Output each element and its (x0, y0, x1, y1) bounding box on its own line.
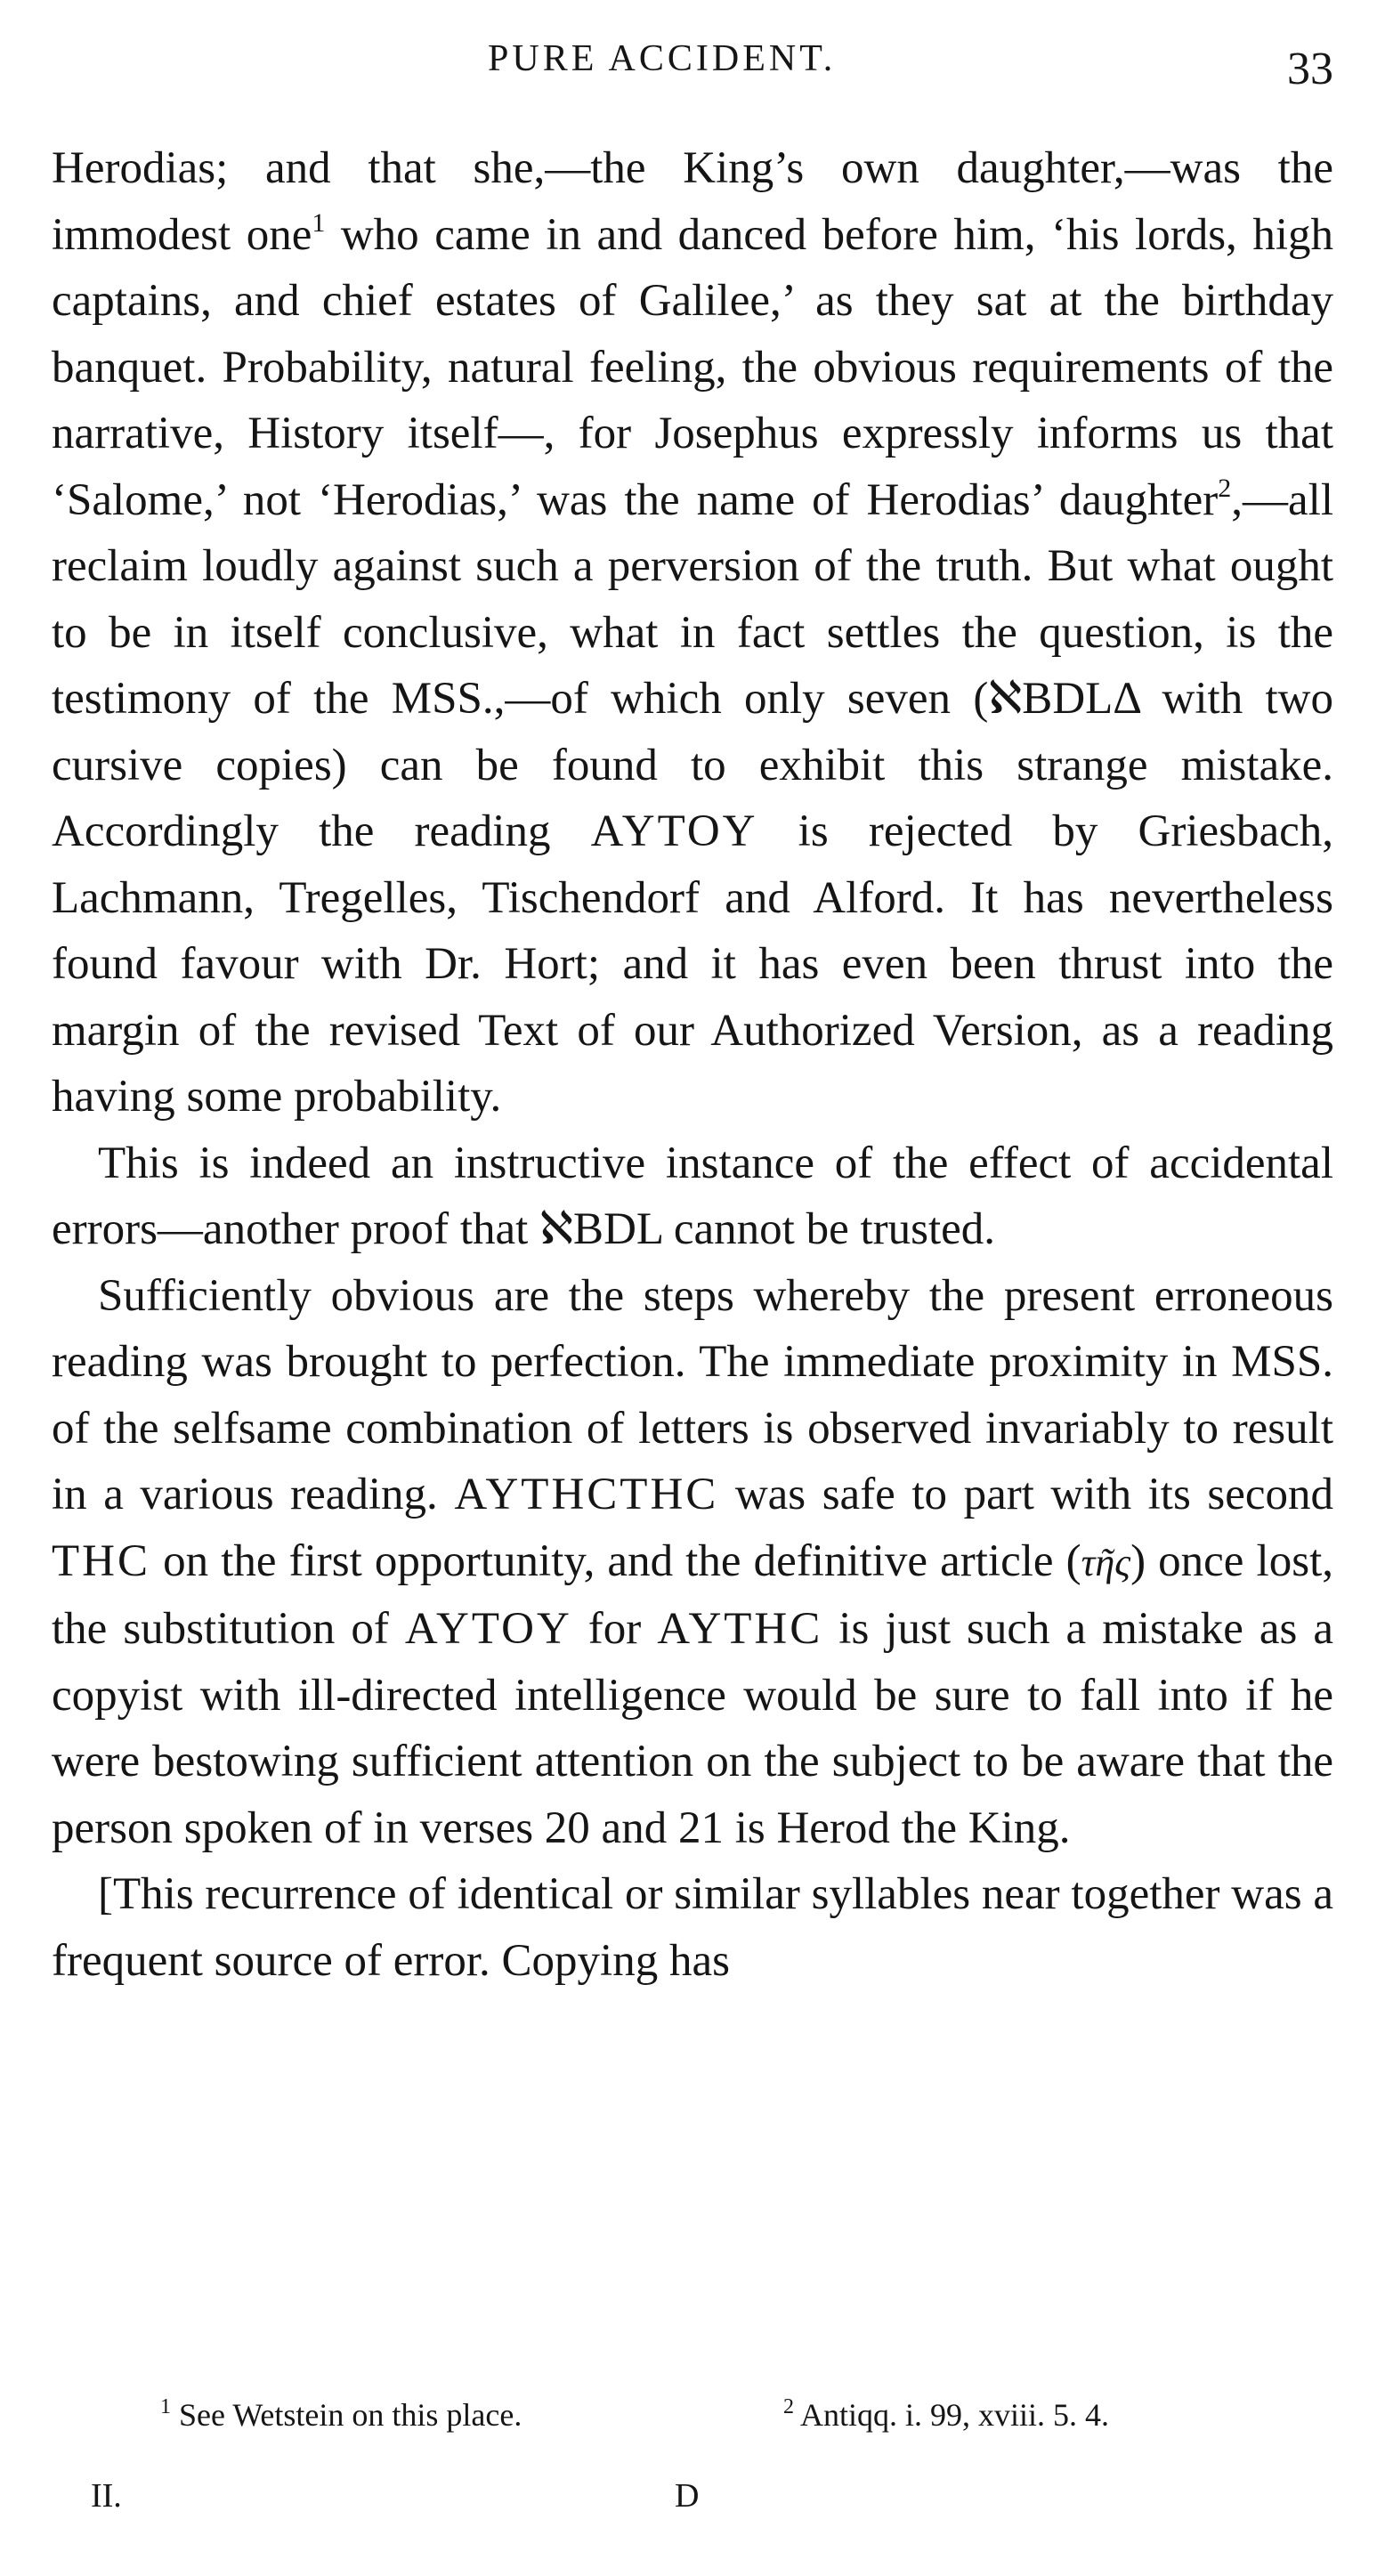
signature-letter: D (675, 2477, 700, 2515)
running-head (0, 37, 1385, 109)
footnote-1-mark: 1 (160, 2395, 171, 2418)
body-text (52, 135, 1333, 1994)
greek-article: τῆς (1081, 1540, 1131, 1584)
footnote-ref-1: 1 (312, 207, 326, 238)
footnote-2-text: Antiqq. i. 99, xviii. 5. 4. (794, 2397, 1110, 2433)
footnote-1-text: See Wetstein on this place. (171, 2397, 522, 2433)
signature-line (0, 2476, 1385, 2530)
p1-text-a: Herodias; and that she,—the King’s own daughter,—was the immodest one (52, 143, 1333, 260)
p3-text-f: is just such a mistake as a copyist with ill-directed intelligence would be sure to fall into if he were bestowing sufficient attention on the subject to be aware that the person spoken of in verses 20 and 21 is Herod the King. (52, 1604, 1333, 1853)
p3-text-a: Sufficiently obvious are the steps whereby the present erroneous reading was brought to perfection. The immediate proximity in MSS. of the selfsame combination of letters is observed invariably to result in a various reading. (52, 1270, 1333, 1519)
greek-uncial-autes: AYTHC (657, 1604, 823, 1654)
p1-text-c: ,—all reclaim loudly against such a perversion of the truth. But what ought to be in itself conclusive, what in fact settles the question, is the testimony of the MSS.,—of which only seven (ℵBDLΔ with two cursive copies) can be found to exhibit this strange mistake. Accordingly the reading (52, 474, 1333, 856)
footnotes (0, 2396, 1385, 2450)
footnote-2 (783, 2396, 1109, 2434)
p3-text-c: on the first opportunity, and the definitive article ( (150, 1535, 1081, 1586)
paragraph-2: This is indeed an instructive instance of the effect of accidental errors—another proof that ℵBDL cannot be trusted. (52, 1138, 1333, 1254)
p1-text-b: who came in and danced before him, ‘his lords, high captains, and chief estates of Galilee,’ as they sat at the birthday banquet. Probability, natural feeling, the obvious requirements of the narrative, History itself—, for Josephus expressly informs us that ‘Salome,’ not ‘Herodias,’ was the name of Herodias’ daughter (52, 209, 1333, 525)
greek-uncial-autestes: AYTHCTHC (454, 1470, 719, 1519)
greek-uncial-tes: THC (52, 1535, 150, 1586)
greek-uncial-autou-2: AYTOY (404, 1604, 572, 1654)
p3-text-b: was safe to part with its second (718, 1470, 1333, 1519)
footnote-2-mark: 2 (783, 2395, 794, 2418)
footnote-ref-2: 2 (1218, 473, 1232, 503)
page-number: 33 (1287, 44, 1333, 94)
volume-number: II. (91, 2477, 122, 2515)
paragraph-1 (52, 135, 1333, 1130)
p3-text-d: ) once lost, the substitution of (52, 1535, 1333, 1654)
p1-text-d: is rejected by Griesbach, Lachmann, Tregelles, Tischendorf and Alford. It has nevertheless found favour with Dr. Hort; and it has even been thrust into the margin of the revised Text of our Authorized Version, as a reading having some probability. (52, 806, 1333, 1122)
p3-text-e: for (571, 1604, 658, 1654)
footnote-1 (160, 2396, 522, 2434)
paragraph-4: [This recurrence of identical or similar syllables near together was a frequent source of error. Copying has (52, 1869, 1333, 1986)
running-title: PURE ACCIDENT. (488, 38, 837, 79)
paragraph-3 (52, 1263, 1333, 1862)
greek-uncial-autou: AYTOY (590, 806, 758, 856)
